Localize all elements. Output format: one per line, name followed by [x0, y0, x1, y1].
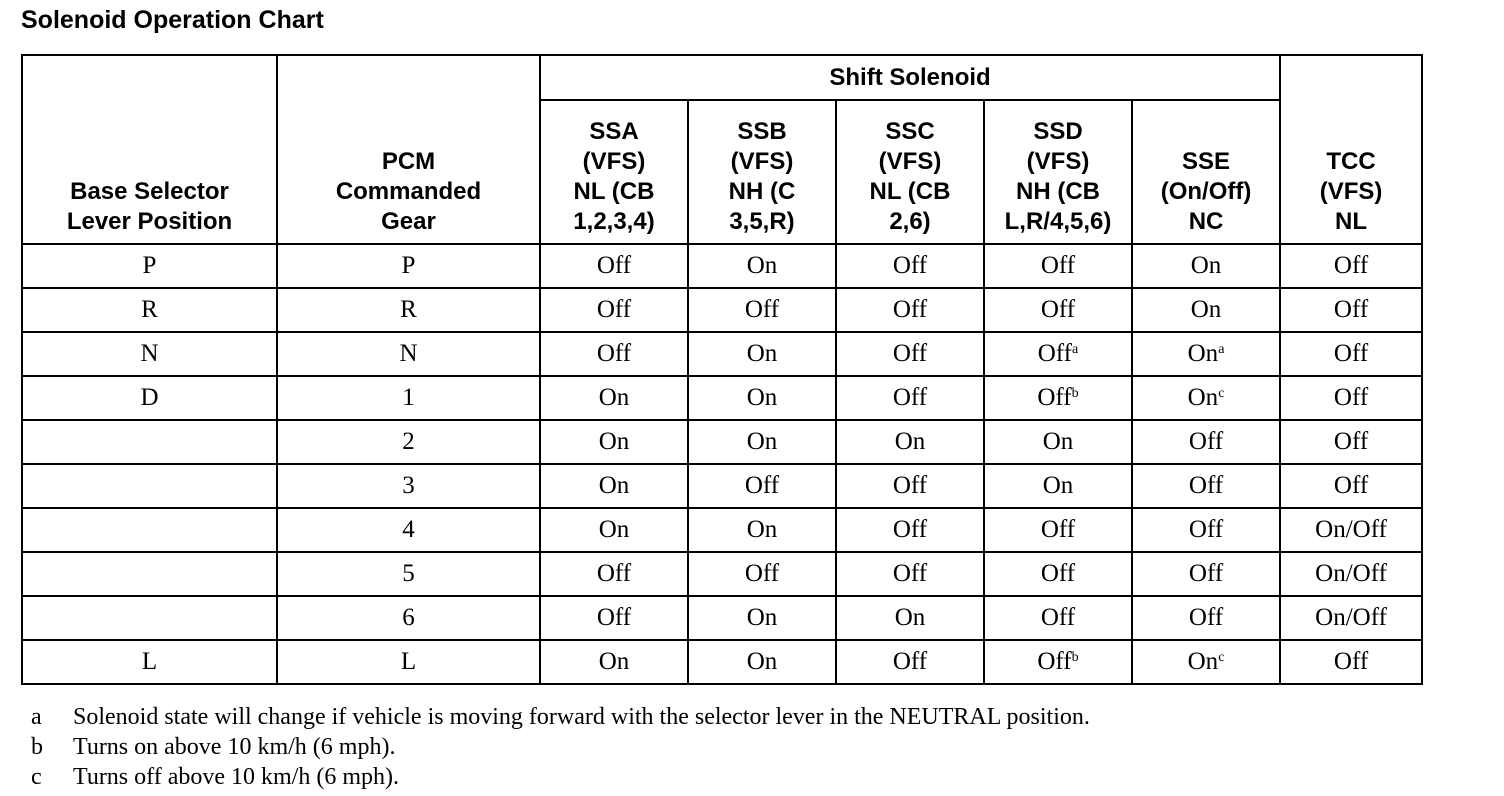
cell-value: 4 [402, 516, 415, 543]
header-tcc: TCC (VFS) NL [1280, 55, 1422, 244]
cell-value: On/Off [1315, 604, 1387, 631]
table-cell [836, 552, 984, 596]
footnote-text: Turns on above 10 km/h (6 mph). [73, 734, 396, 760]
table-cell [984, 508, 1132, 552]
table-cell [836, 464, 984, 508]
cell-value: Off [1037, 340, 1073, 367]
table-cell [277, 552, 540, 596]
table-cell [277, 640, 540, 684]
cell-value: On [1190, 296, 1222, 323]
table-row [22, 464, 1422, 508]
table-cell [688, 244, 836, 288]
table-cell [22, 640, 277, 684]
cell-value: On [894, 428, 926, 455]
footnote [31, 702, 1090, 732]
table-cell [1280, 464, 1422, 508]
footnotes [31, 702, 1090, 792]
cell-value: Off [1040, 560, 1076, 587]
table-cell [277, 376, 540, 420]
table-cell [836, 244, 984, 288]
cell-value: Off [1037, 384, 1072, 411]
table-cell [540, 420, 688, 464]
header-pcm-gear: PCM Commanded Gear [277, 55, 540, 244]
cell-value: N [140, 340, 159, 367]
cell-value: L [400, 648, 417, 675]
cell-value: Off [1188, 472, 1224, 499]
cell-value: Off [744, 560, 780, 587]
table-cell [984, 288, 1132, 332]
table-cell [984, 420, 1132, 464]
footnote-text: Solenoid state will change if vehicle is moving forward with the selector lever in the NEUTRAL position. [73, 704, 1090, 730]
header-ssd: SSD (VFS) NH (CB L,R/4,5,6) [984, 100, 1132, 244]
cell-value: Off [892, 648, 928, 675]
table-cell [836, 332, 984, 376]
cell-value: Off [892, 560, 928, 587]
cell-value: L [141, 648, 158, 675]
cell-value: On/Off [1315, 516, 1387, 543]
cell-value: R [141, 296, 158, 323]
table-cell [984, 464, 1132, 508]
table-cell [1132, 508, 1280, 552]
footnote-mark: b [31, 734, 43, 760]
table-cell [540, 288, 688, 332]
cell-value: Off [892, 472, 928, 499]
chart-title: Solenoid Operation Chart [21, 6, 324, 34]
cell-value: On [1042, 428, 1074, 455]
table-cell [688, 596, 836, 640]
table-cell [277, 596, 540, 640]
cell-value: N [399, 340, 418, 367]
table-cell [688, 640, 836, 684]
cell-value: On [598, 384, 630, 411]
table-body [22, 244, 1422, 684]
footnote-marker: b [1071, 386, 1079, 401]
cell-value: D [140, 384, 159, 411]
table-cell [22, 244, 277, 288]
cell-value: On [598, 428, 630, 455]
table-cell [984, 332, 1132, 376]
cell-value: 2 [402, 428, 415, 455]
table-cell [1132, 288, 1280, 332]
table-cell [22, 420, 277, 464]
cell-value: On [598, 472, 630, 499]
cell-value: Off [1037, 648, 1072, 675]
cell-value: On [746, 252, 778, 279]
table-cell [277, 288, 540, 332]
footnote-marker: c [1218, 386, 1225, 401]
table-cell [277, 420, 540, 464]
table-cell [836, 508, 984, 552]
cell-value: Off [596, 560, 632, 587]
cell-value: Off [744, 296, 780, 323]
table-cell [22, 596, 277, 640]
footnote-mark: c [31, 764, 42, 790]
table-cell [540, 244, 688, 288]
cell-value: Off [596, 340, 632, 367]
table-cell [1280, 376, 1422, 420]
cell-value: Off [1333, 340, 1369, 367]
cell-value: On/Off [1315, 560, 1387, 587]
table-cell [1280, 244, 1422, 288]
cell-value: On [1042, 472, 1074, 499]
table-cell [836, 288, 984, 332]
table-cell [540, 552, 688, 596]
header-shift-solenoid: Shift Solenoid [540, 55, 1280, 100]
table-cell [277, 244, 540, 288]
cell-value: Off [1188, 560, 1224, 587]
table-cell [540, 596, 688, 640]
table-cell [1280, 596, 1422, 640]
table-cell [836, 420, 984, 464]
cell-value: Off [1188, 516, 1224, 543]
cell-value: P [142, 252, 157, 279]
cell-value: 1 [402, 384, 415, 411]
table-cell [688, 376, 836, 420]
table-cell [1132, 244, 1280, 288]
table-cell [688, 332, 836, 376]
cell-value: Off [1188, 428, 1224, 455]
cell-value: On [746, 384, 778, 411]
cell-value: Off [596, 604, 632, 631]
cell-value: Off [1040, 604, 1076, 631]
cell-value: Off [1333, 472, 1369, 499]
cell-value: 5 [402, 560, 415, 587]
cell-value: Off [892, 296, 928, 323]
table-cell [688, 552, 836, 596]
cell-value: Off [744, 472, 780, 499]
table-row [22, 552, 1422, 596]
cell-value: On [1190, 252, 1222, 279]
table-cell [22, 332, 277, 376]
table-row [22, 596, 1422, 640]
table-cell [836, 640, 984, 684]
table-cell [984, 244, 1132, 288]
footnote-marker: a [1218, 342, 1225, 357]
cell-value: On [894, 604, 926, 631]
cell-value: Off [596, 252, 632, 279]
table-cell [277, 508, 540, 552]
footnote-marker: c [1218, 650, 1225, 665]
cell-value: On [598, 648, 630, 675]
table-row [22, 420, 1422, 464]
table-cell [22, 288, 277, 332]
table-cell [540, 376, 688, 420]
table-cell [1132, 376, 1280, 420]
cell-value: On [1187, 648, 1219, 675]
table-cell [540, 464, 688, 508]
table-cell [984, 552, 1132, 596]
cell-value: Off [892, 516, 928, 543]
cell-value: Off [1040, 516, 1076, 543]
table-cell [836, 376, 984, 420]
cell-value: On [1187, 340, 1219, 367]
footnote [31, 732, 1090, 762]
cell-value: Off [1040, 296, 1076, 323]
table-cell [1132, 596, 1280, 640]
cell-value: On [746, 604, 778, 631]
table-cell [22, 552, 277, 596]
table-cell [1132, 332, 1280, 376]
table-cell [1132, 640, 1280, 684]
header-ssa: SSA (VFS) NL (CB 1,2,3,4) [540, 100, 688, 244]
table-cell [1280, 332, 1422, 376]
footnote-marker: a [1072, 342, 1079, 357]
footnote-mark: a [31, 704, 42, 730]
table-cell [1280, 288, 1422, 332]
table-row [22, 508, 1422, 552]
table-row [22, 288, 1422, 332]
table-row [22, 376, 1422, 420]
table-cell [1280, 640, 1422, 684]
table-cell [984, 376, 1132, 420]
cell-value: Off [1333, 428, 1369, 455]
table-cell [277, 332, 540, 376]
table-cell [540, 508, 688, 552]
cell-value: R [400, 296, 417, 323]
cell-value: On [746, 516, 778, 543]
cell-value: On [746, 428, 778, 455]
cell-value: Off [1333, 296, 1369, 323]
table-cell [836, 596, 984, 640]
table-cell [688, 508, 836, 552]
cell-value: Off [1040, 252, 1076, 279]
solenoid-operation-table [21, 54, 1423, 685]
cell-value: 3 [402, 472, 415, 499]
header-base-selector: Base Selector Lever Position [22, 55, 277, 244]
table-cell [1280, 420, 1422, 464]
cell-value: Off [1188, 604, 1224, 631]
cell-value: Off [596, 296, 632, 323]
table-cell [540, 332, 688, 376]
cell-value: On [598, 516, 630, 543]
table-cell [1280, 508, 1422, 552]
table-cell [22, 376, 277, 420]
cell-value: On [746, 340, 778, 367]
table-cell [540, 640, 688, 684]
cell-value: On [746, 648, 778, 675]
footnote-marker: b [1071, 650, 1079, 665]
table-row [22, 244, 1422, 288]
footnote-text: Turns off above 10 km/h (6 mph). [73, 764, 399, 790]
table-cell [984, 640, 1132, 684]
header-ssc: SSC (VFS) NL (CB 2,6) [836, 100, 984, 244]
cell-value: 6 [402, 604, 415, 631]
cell-value: Off [1333, 252, 1369, 279]
cell-value: Off [1333, 648, 1369, 675]
cell-value: Off [1333, 384, 1369, 411]
header-sse: SSE (On/Off) NC [1132, 100, 1280, 244]
cell-value: P [401, 252, 416, 279]
table-cell [22, 464, 277, 508]
table-cell [688, 464, 836, 508]
table-cell [984, 596, 1132, 640]
cell-value: Off [892, 252, 928, 279]
table-cell [688, 288, 836, 332]
table-cell [1280, 552, 1422, 596]
table-cell [1132, 552, 1280, 596]
cell-value: Off [892, 384, 928, 411]
table-cell [688, 420, 836, 464]
header-ssb: SSB (VFS) NH (C 3,5,R) [688, 100, 836, 244]
table-cell [277, 464, 540, 508]
cell-value: On [1187, 384, 1219, 411]
table-cell [1132, 464, 1280, 508]
footnote [31, 762, 1090, 792]
cell-value: Off [892, 340, 928, 367]
table-cell [1132, 420, 1280, 464]
table-row [22, 640, 1422, 684]
table-row [22, 332, 1422, 376]
table-cell [22, 508, 277, 552]
